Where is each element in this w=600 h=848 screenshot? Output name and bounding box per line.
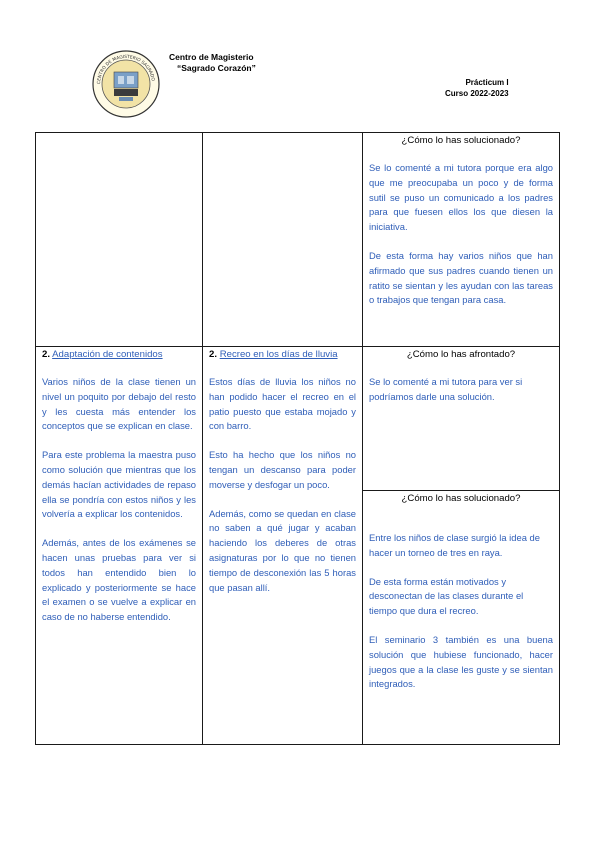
section-heading — [42, 347, 196, 361]
course-info — [445, 77, 509, 99]
question-heading: ¿Cómo lo has solucionado? — [401, 135, 521, 146]
problem-cell — [203, 347, 363, 745]
section-number: 2. — [209, 349, 218, 360]
section-heading — [209, 347, 356, 361]
paragraph: De esta forma hay varios niños que han afirmado que sus padres cuando tienen un ratito se sientan y les ayudan con las tareas o trabajos que tengan para casa. — [369, 249, 553, 306]
course-year: Curso 2022-2023 — [445, 89, 509, 98]
paragraph: De esta forma están motivados y desconectan de las clases durante el tiempo que dura el recreo. — [369, 575, 524, 617]
approach-cell — [363, 347, 560, 491]
svg-text:CENTRO DE MAGISTERIO SAGRADO C: CENTRO DE MAGISTERIO SAGRADO — [96, 54, 155, 85]
solution-cell — [363, 491, 560, 745]
section-title: Adaptación de contenidos — [52, 349, 163, 360]
solution-cell — [363, 133, 560, 347]
question-heading: ¿Cómo lo has afrontado? — [406, 349, 516, 360]
empty-cell — [36, 133, 203, 347]
empty-cell — [203, 133, 363, 347]
institution-logo — [92, 50, 160, 118]
paragraph: Esto ha hecho que los niños no tengan un descanso para poder moverse y desfogar un poco. — [209, 449, 356, 490]
course-name: Prácticum I — [465, 78, 509, 87]
paragraph: Se lo comenté a mi tutora para ver si podríamos darle una solución. — [369, 376, 523, 402]
section-number: 2. — [42, 349, 51, 360]
institution-line-1: Centro de Magisterio — [169, 52, 254, 62]
reflection-table — [35, 132, 560, 745]
paragraph: Además, como se quedan en clase no saben a qué jugar y acaban haciendo los deberes de otras asignaturas por lo que no tienen tiempo de desconexión las 5 horas que pasan allí. — [209, 507, 356, 593]
question-heading: ¿Cómo lo has solucionado? — [401, 493, 521, 504]
paragraph: Estos días de lluvia los niños no han podido hacer el recreo en el patio puesto que estaba mojado y con barro. — [209, 376, 356, 432]
table-row — [36, 133, 560, 347]
paragraph: Varios niños de la clase tienen un nivel un poquito por debajo del resto y les cuesta más entender los conceptos que se explican en clase. — [42, 376, 196, 432]
paragraph: Entre los niños de clase surgió la idea de hacer un torneo de tres en raya. — [369, 532, 540, 558]
paragraph: El seminario 3 también es una buena solución que hubiese funcionado, hacer juegos que a la clase les guste y se sientan integrados. — [369, 633, 553, 690]
paragraph: Para este problema la maestra puso como solución que mientras que los demás hacían actividades de repaso ella se pondría con estos niños y les volvería a explicar los contenidos. — [42, 449, 196, 520]
institution-line-2: “Sagrado Corazón” — [177, 63, 256, 73]
problem-cell — [36, 347, 203, 745]
paragraph: Además, antes de los exámenes se hacen unas pruebas para ver si todos han entendido bien lo explicado y posteriormente se hace el examen o se vuelve a explicar en caso de no haberse entendido. — [42, 537, 196, 623]
institution-name — [169, 52, 256, 74]
table-row — [36, 347, 560, 491]
section-title: Recreo en los días de lluvia — [219, 349, 338, 360]
paragraph: Se lo comenté a mi tutora porque era algo que me preocupaba un poco y de forma sutil se puso un comunicado a los padres para que fuesen ellos los que diesen la iniciativa. — [369, 162, 553, 233]
